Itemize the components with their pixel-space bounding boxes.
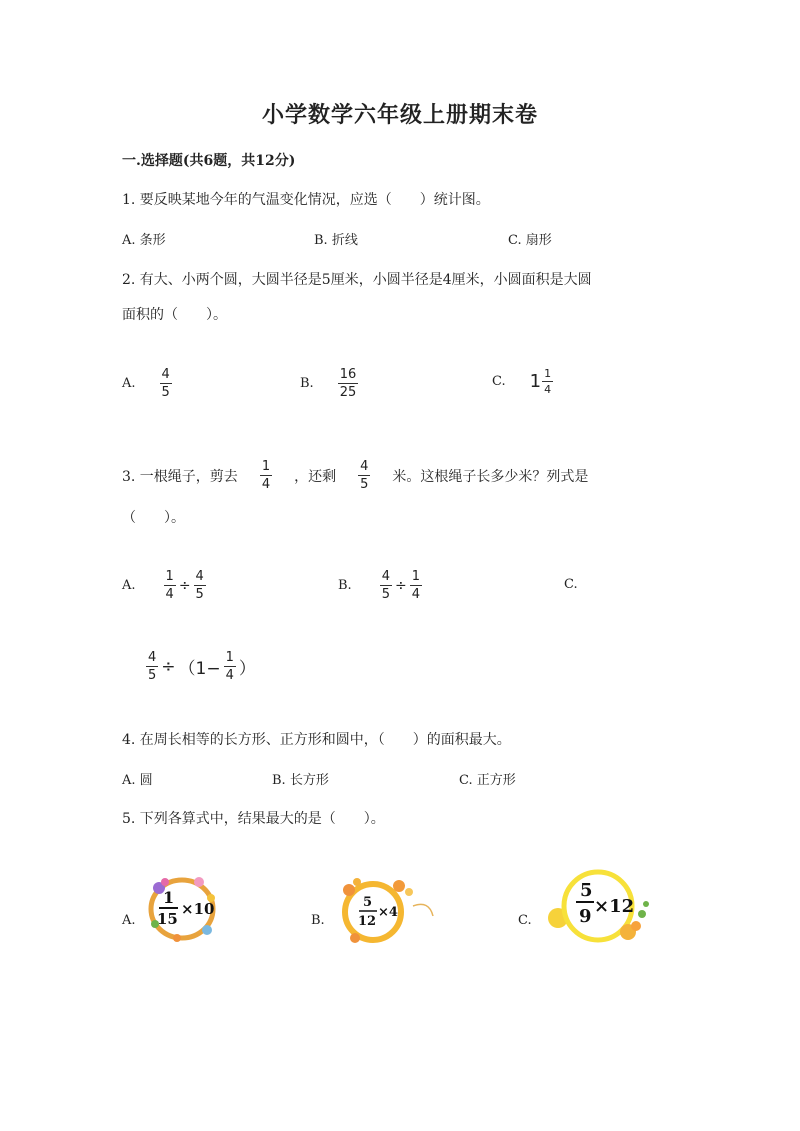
question-4-option-a[interactable]: A. 圆 [122, 773, 153, 788]
mixed-number [530, 368, 553, 395]
question-2-option-b[interactable] [300, 368, 358, 399]
whole-part: 1 [529, 371, 542, 392]
numerator: 4 [360, 459, 369, 474]
question-3-option-c-label[interactable]: C. [564, 577, 578, 592]
expression [164, 570, 206, 601]
question-5-option-a-label[interactable]: A. [122, 913, 136, 928]
question-3-option-c-expression[interactable] [146, 646, 256, 682]
numerator: 4 [381, 569, 390, 584]
svg-text:5: 5 [580, 880, 593, 901]
svg-text:×12: ×12 [594, 896, 635, 917]
fraction [160, 368, 172, 399]
question-5-option-a-badge[interactable] [145, 872, 223, 944]
fraction [194, 570, 206, 601]
denominator: 4 [165, 587, 174, 602]
fraction [542, 368, 553, 395]
question-2-line-1: 2. 有大、小两个圆，大圆半径是5厘米，小圆半径是4厘米，小圆面积是大圆 [122, 272, 592, 288]
numerator: 4 [161, 367, 170, 382]
numerator: 1 [165, 569, 174, 584]
denominator: 4 [261, 477, 271, 492]
question-3-part-2: ，还剩 [294, 468, 337, 485]
question-3-line-2: （ ）。 [122, 510, 185, 526]
fraction [164, 570, 176, 601]
denominator: 4 [225, 668, 234, 683]
numerator: 1 [261, 459, 271, 474]
question-4-option-c[interactable]: C. 正方形 [459, 773, 516, 788]
option-label: B. [338, 578, 352, 593]
flower-ring-icon [145, 872, 223, 944]
numerator: 4 [195, 569, 204, 584]
svg-text:12: 12 [358, 914, 377, 929]
denominator: 25 [339, 385, 357, 400]
fraction [380, 570, 392, 601]
question-5-text: 5. 下列各算式中，结果最大的是（ ）。 [122, 811, 385, 827]
page-title: 小学数学六年级上册期末卷 [261, 102, 538, 128]
close-paren: ） [238, 659, 256, 679]
question-5-option-c-badge[interactable] [546, 866, 656, 950]
question-2-option-c[interactable] [492, 368, 553, 395]
fraction [260, 460, 272, 491]
question-1-option-c[interactable]: C. 扇形 [508, 233, 552, 248]
expression [146, 651, 256, 682]
question-3-line-1 [122, 460, 588, 491]
question-5-option-c-label[interactable]: C. [518, 913, 532, 928]
denominator: 5 [148, 668, 157, 683]
denominator: 4 [411, 587, 420, 602]
question-4-option-b[interactable]: B. 长方形 [272, 773, 329, 788]
svg-text:×10: ×10 [181, 900, 215, 918]
operator: ÷ [178, 577, 191, 594]
svg-text:15: 15 [157, 910, 178, 928]
numerator: 1 [544, 367, 552, 380]
question-5-option-b-badge[interactable] [333, 876, 437, 948]
fraction [224, 651, 236, 682]
question-2-line-2: 面积的（ ）。 [122, 307, 227, 323]
question-5-option-b-label[interactable]: B. [311, 913, 325, 928]
operator: ÷ [161, 656, 176, 677]
question-1-text: 1. 要反映某地今年的气温变化情况，应选（ ）统计图。 [122, 192, 490, 208]
denominator: 5 [161, 385, 170, 400]
denominator: 5 [360, 477, 369, 492]
question-1-option-b[interactable]: B. 折线 [314, 233, 358, 248]
flower-ring-icon [546, 866, 656, 950]
open-paren: （1− [178, 659, 221, 679]
fraction [410, 570, 422, 601]
option-label: A. [122, 376, 136, 391]
denominator: 5 [381, 587, 390, 602]
option-label: C. [492, 374, 506, 389]
operator: ÷ [394, 577, 407, 594]
question-2-option-a[interactable] [122, 368, 172, 399]
question-1-option-a[interactable]: A. 条形 [122, 233, 166, 248]
svg-text:5: 5 [363, 895, 373, 910]
numerator: 16 [339, 367, 357, 382]
fraction [146, 651, 158, 682]
question-4-text: 4. 在周长相等的长方形、正方形和圆中，（ ）的面积最大。 [122, 732, 511, 748]
svg-text:×4: ×4 [378, 905, 398, 920]
option-label: B. [300, 376, 314, 391]
question-3-option-a[interactable] [122, 570, 206, 601]
section-heading: 一.选择题(共6题，共12分) [122, 153, 296, 169]
fraction [358, 460, 370, 491]
numerator: 4 [148, 650, 157, 665]
question-3-part-3: 米。这根绳子长多少米？列式是 [392, 468, 589, 485]
question-3-option-b[interactable] [338, 570, 422, 601]
svg-text:9: 9 [579, 906, 592, 927]
expression [380, 570, 422, 601]
svg-text:1: 1 [163, 888, 175, 907]
option-label: A. [122, 578, 136, 593]
question-3-part-1: 3. 一根绳子，剪去 [122, 468, 238, 485]
denominator: 4 [544, 383, 552, 396]
fraction [338, 368, 359, 399]
numerator: 1 [225, 650, 234, 665]
numerator: 1 [411, 569, 420, 584]
denominator: 5 [195, 587, 204, 602]
flower-ring-icon [333, 876, 437, 948]
